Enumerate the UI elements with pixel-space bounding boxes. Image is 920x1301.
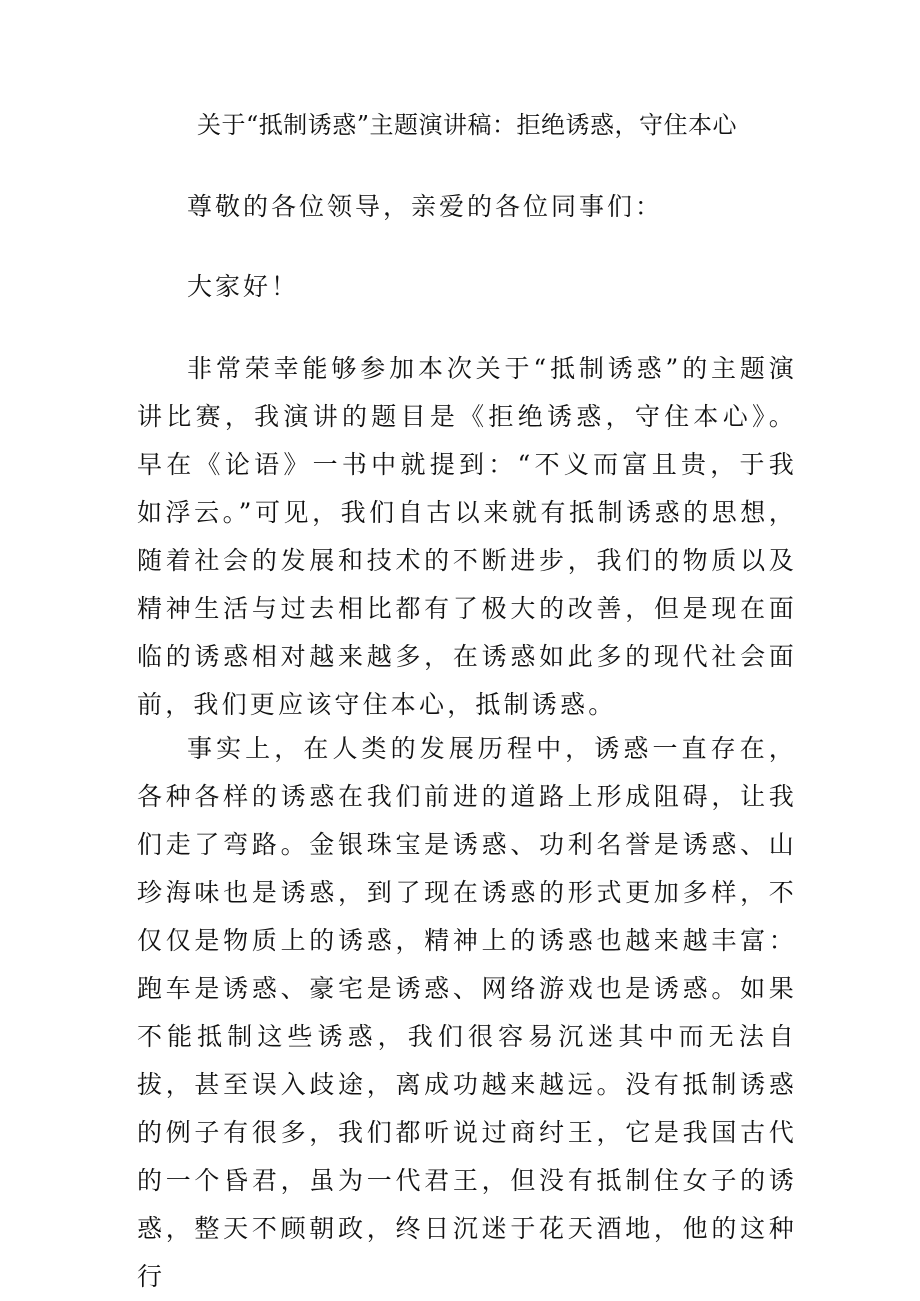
paragraph-1: 非常荣幸能够参加本次关于“抵制诱惑”的主题演讲比赛，我演讲的题目是《拒绝诱惑，守住本心》。早在《论语》一书中就提到：“不义而富且贵，于我如浮云。”可见，我们自古以来就有抵制诱惑的思想，随着社会的发展和技术的不断进步，我们的物质以及精神生活与过去相比都有了极大的改善，但是现在面临的诱惑相对越来越多，在诱惑如此多的现代社会面前，我们更应该守住本心，抵制诱惑。 (137, 354, 797, 719)
greeting: 大家好！ (187, 272, 300, 301)
paragraph-2: 事实上，在人类的发展历程中，诱惑一直存在，各种各样的诱惑在我们前进的道路上形成阻碍，让我们走了弯路。金银珠宝是诱惑、功利名誉是诱惑、山珍海味也是诱惑，到了现在诱惑的形式更加多样，不仅仅是物质上的诱惑，精神上的诱惑也越来越丰富：跑车是诱惑、豪宅是诱惑、网络游戏也是诱惑。如果不能抵制这些诱惑，我们很容易沉迷其中而无法自拔，甚至误入歧途，离成功越来越远。没有抵制诱惑的例子有很多，我们都听说过商纣王，它是我国古代的一个昏君，虽为一代君王，但没有抵制住女子的诱惑，整天不顾朝政，终日沉迷于花天酒地，他的这种行 (137, 734, 797, 1291)
salutation: 尊敬的各位领导，亲爱的各位同事们： (187, 192, 664, 221)
document-title: 关于“抵制诱惑”主题演讲稿：拒绝诱惑，守住本心 (197, 111, 738, 139)
